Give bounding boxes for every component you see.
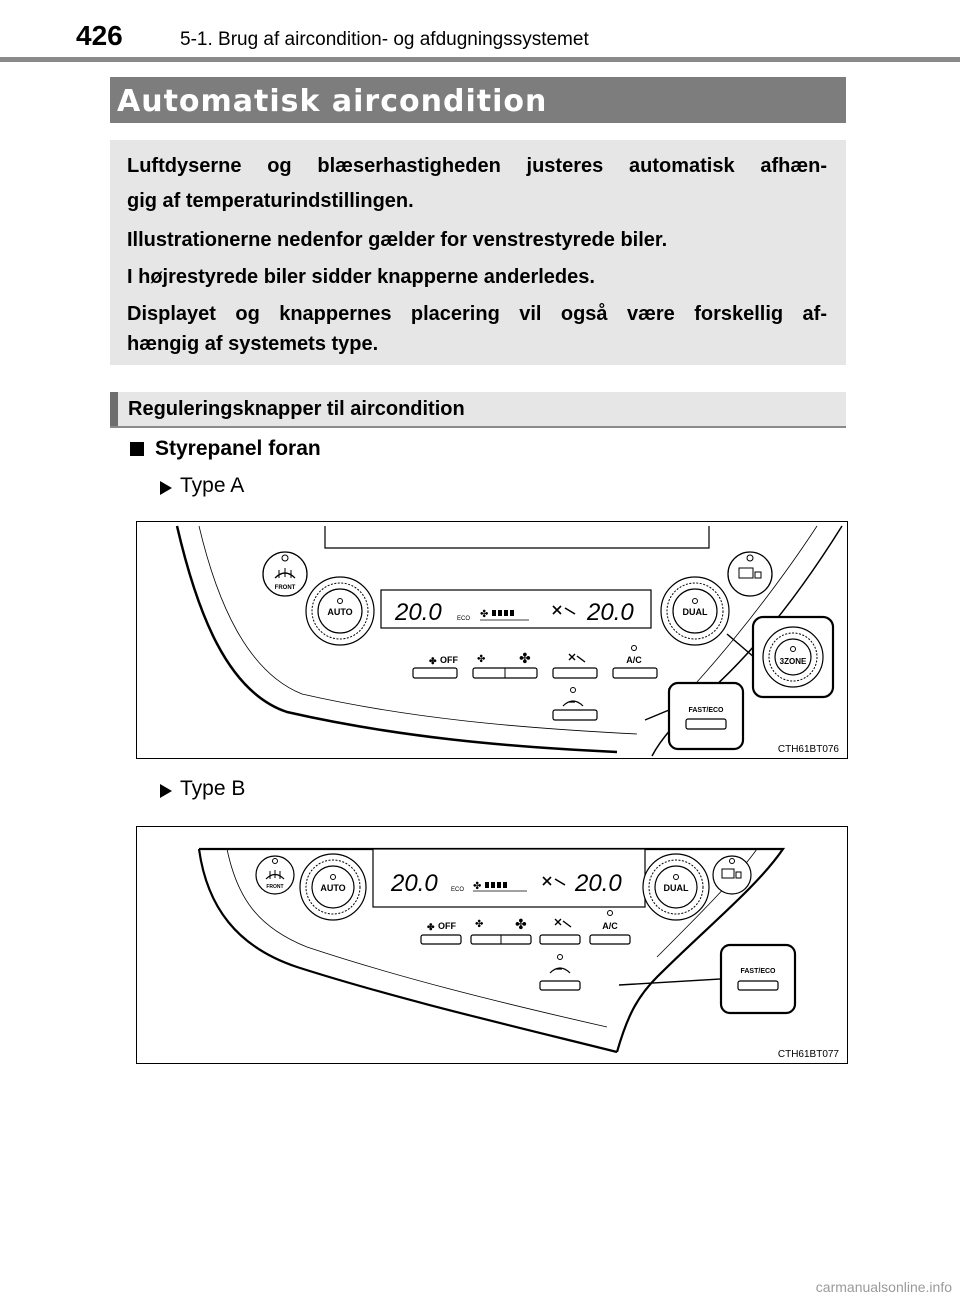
fast-eco-label: FAST/ECO (688, 707, 724, 714)
panel-illustration-type-b (137, 827, 847, 1063)
section-bar-accent (110, 392, 118, 426)
svg-text:✤: ✤ (515, 916, 527, 932)
rear-defrost-button (728, 552, 772, 596)
figure-code: CTH61BT076 (777, 744, 839, 755)
page-title: Automatisk aircondition (117, 84, 548, 119)
temp-left: 20.0 (395, 599, 442, 626)
fast-eco-callout (721, 945, 795, 1013)
front-defrost-button (263, 552, 307, 596)
page-number: 426 (76, 20, 123, 51)
svg-text:✤: ✤ (519, 650, 531, 666)
auto-knob (306, 577, 374, 645)
auto-label: AUTO (327, 607, 353, 617)
intro-line-3: Illustrationerne nedenfor gælder for venstrestyrede biler. (127, 229, 668, 251)
fast-eco-callout (669, 683, 743, 749)
off-label: OFF (438, 921, 456, 931)
dual-label: DUAL (682, 607, 708, 617)
eco-label: ECO (457, 616, 471, 622)
triangle-arrow-icon (160, 481, 172, 495)
zone-label: 3ZONE (779, 657, 807, 666)
type-a-label: Type A (180, 474, 245, 497)
triangle-arrow-icon (160, 784, 172, 798)
fast-eco-label: FAST/ECO (740, 968, 776, 975)
intro-line-6: hængig af systemets type. (127, 333, 379, 355)
watermark: carmanualsonline.info (815, 1279, 952, 1295)
svg-text:✤: ✤ (473, 881, 482, 892)
section-bar-underline (110, 426, 846, 428)
svg-text:✤: ✤ (475, 919, 484, 930)
header-rule (0, 57, 960, 62)
front-label: FRONT (274, 585, 296, 591)
svg-text:✤: ✤ (480, 609, 489, 620)
intro-line-4: I højrestyrede biler sidder knapperne anderledes. (127, 266, 595, 288)
figure-type-b (136, 826, 848, 1064)
intro-line-2: gig af temperaturindstillingen. (127, 190, 414, 212)
auto-label: AUTO (320, 883, 346, 893)
front-label: FRONT (266, 884, 284, 890)
type-b-label: Type B (180, 777, 246, 800)
panel-illustration-type-a (137, 522, 847, 758)
figure-code: CTH61BT077 (777, 1049, 839, 1060)
button-row (413, 646, 657, 721)
ac-label: A/C (626, 655, 642, 665)
temp-right: 20.0 (587, 599, 634, 626)
section-title: Reguleringsknapper til aircondition (128, 398, 465, 420)
ac-label: A/C (602, 921, 618, 931)
figure-type-a (136, 521, 848, 759)
header-section-title: 5-1. Brug af aircondition- og afdugningssystemet (180, 29, 589, 50)
eco-label: ECO (451, 887, 465, 893)
svg-text:✤: ✤ (477, 654, 486, 665)
temp-left: 20.0 (391, 870, 438, 897)
intro-line-1: Luftdyserne og blæserhastigheden justeres automatisk afhæn- (127, 155, 827, 177)
dual-knob (661, 577, 729, 645)
off-label: OFF (440, 655, 458, 665)
svg-text:✤: ✤ (429, 656, 437, 666)
svg-text:✤: ✤ (427, 922, 435, 932)
temp-right: 20.0 (575, 870, 622, 897)
subheading: Styrepanel foran (155, 437, 321, 460)
dual-label: DUAL (663, 883, 689, 893)
intro-line-5: Displayet og knappernes placering vil også være forskellig af- (127, 303, 827, 325)
bullet-square-icon (130, 442, 144, 456)
